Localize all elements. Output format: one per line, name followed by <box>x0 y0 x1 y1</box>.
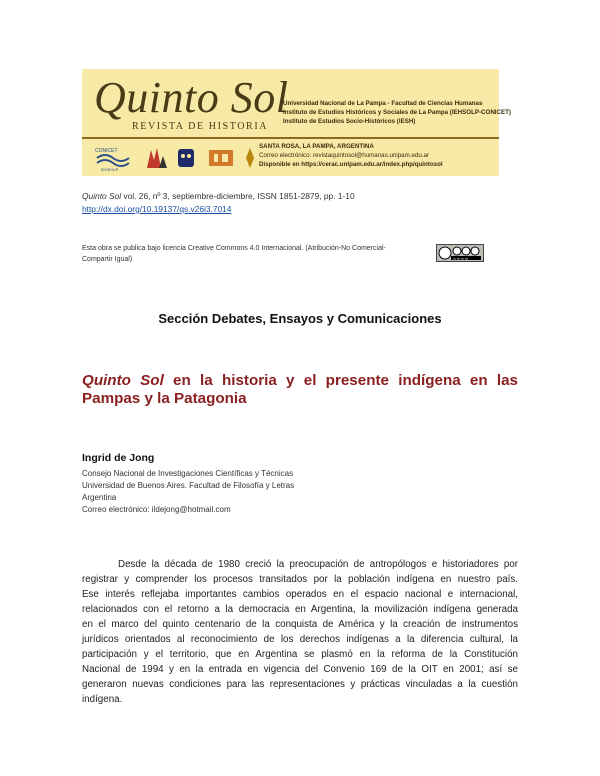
iehsolp-label: IEHSOLP <box>101 167 119 172</box>
body-line-9: generaron nuevas condiciones para las representaciones y prácticas vinculadas a la cuestión <box>82 679 518 690</box>
section-heading: Sección Debates, Ensayos y Comunicaciones <box>158 311 442 326</box>
body-line-7: participación y el territorio, que en Argentina se plasmó en la reforma de la Constitución <box>82 649 518 660</box>
cc-badge-label: cc by nc sa <box>453 256 469 261</box>
institution-line-2: Instituto de Estudios Históricos y Sociales de La Pampa (IEHSOLP-CONICET) <box>283 109 511 116</box>
citation-line <box>82 191 355 201</box>
ieh-logo <box>207 146 235 168</box>
cc-license-badge[interactable] <box>436 244 484 262</box>
institution-line-1: Universidad Nacional de La Pampa - Facultad de Ciencias Humanas <box>283 100 483 107</box>
journal-web: Disponible en https://cerac.unlpam.edu.ar/index.php/quintosol <box>259 161 443 168</box>
journal-title: Quinto Sol <box>94 73 289 122</box>
body-line-1: Desde la década de 1980 creció la preocupación de antropólogos e historiadores por <box>118 559 518 570</box>
unlpam-logo <box>244 146 256 168</box>
banner-divider <box>82 137 499 139</box>
citation-journal: Quinto Sol <box>82 191 122 201</box>
body-line-5: en el marco del quinto centenario de la conquista de América y la creación de instrumentos <box>82 619 518 630</box>
conicet-logo <box>95 146 131 172</box>
institution-line-3: Instituto de Estudios Socio-Históricos (IESH) <box>283 118 416 125</box>
affiliation-2: Universidad de Buenos Aires. Facultad de Filosofía y Letras <box>82 481 295 490</box>
journal-location: SANTA ROSA, LA PAMPA, ARGENTINA <box>259 143 374 150</box>
article-title-line-1 <box>82 372 518 389</box>
doi-line <box>82 204 231 214</box>
article-title-italic: Quinto Sol <box>82 372 164 389</box>
author-name: Ingrid de Jong <box>82 452 155 464</box>
flame-logo <box>141 146 171 168</box>
body-line-6: jurídicos orientados al reconocimiento de los derechos indígenas a la diferencia cultural, la <box>82 634 518 645</box>
body-line-8: Nacional de 1994 y en la entrada en vigencia del Convenio 169 de la OIT en 2001; así se <box>82 664 518 675</box>
masks-logo <box>177 146 195 168</box>
affiliation-3: Argentina <box>82 493 117 502</box>
citation-details: vol. 26, nº 3, septiembre-diciembre, ISSN 1851-2879, pp. 1-10 <box>121 191 355 201</box>
conicet-label: CONICET <box>95 148 118 154</box>
body-line-4: relacionados con el retorno a la democracia en Argentina, la movilización indígena generada <box>82 604 518 615</box>
body-line-10: indígena. <box>82 694 123 705</box>
affiliation-1: Consejo Nacional de Investigaciones Científicas y Técnicas <box>82 469 294 478</box>
article-title-rest: en la historia y el presente indígena en las <box>163 372 518 389</box>
author-email: Correo electrónico: ildejong@hotmail.com <box>82 505 231 514</box>
body-line-2: registrar y comprender los procesos transitados por la población indígena en nuestro país. <box>82 574 518 585</box>
license-line-1: Esta obra se publica bajo licencia Creative Commons 4.0 Internacional. (Atribución-No Comercial- <box>82 245 386 252</box>
article-title-line-2: Pampas y la Patagonia <box>82 390 247 407</box>
license-line-2: Compartir Igual) <box>82 256 133 263</box>
journal-email: Correo electrónico: revistaquintosol@humanas.unipam.edu.ar <box>259 152 429 159</box>
doi-link[interactable]: http://dx.doi.org/10.19137/qs.v26i3.7014 <box>82 204 232 214</box>
body-line-3: Ese interés reflejaba importantes cambios operados en el espacio nacional e internacional, <box>82 589 518 600</box>
journal-subtitle: REVISTA DE HISTORIA <box>132 121 269 132</box>
